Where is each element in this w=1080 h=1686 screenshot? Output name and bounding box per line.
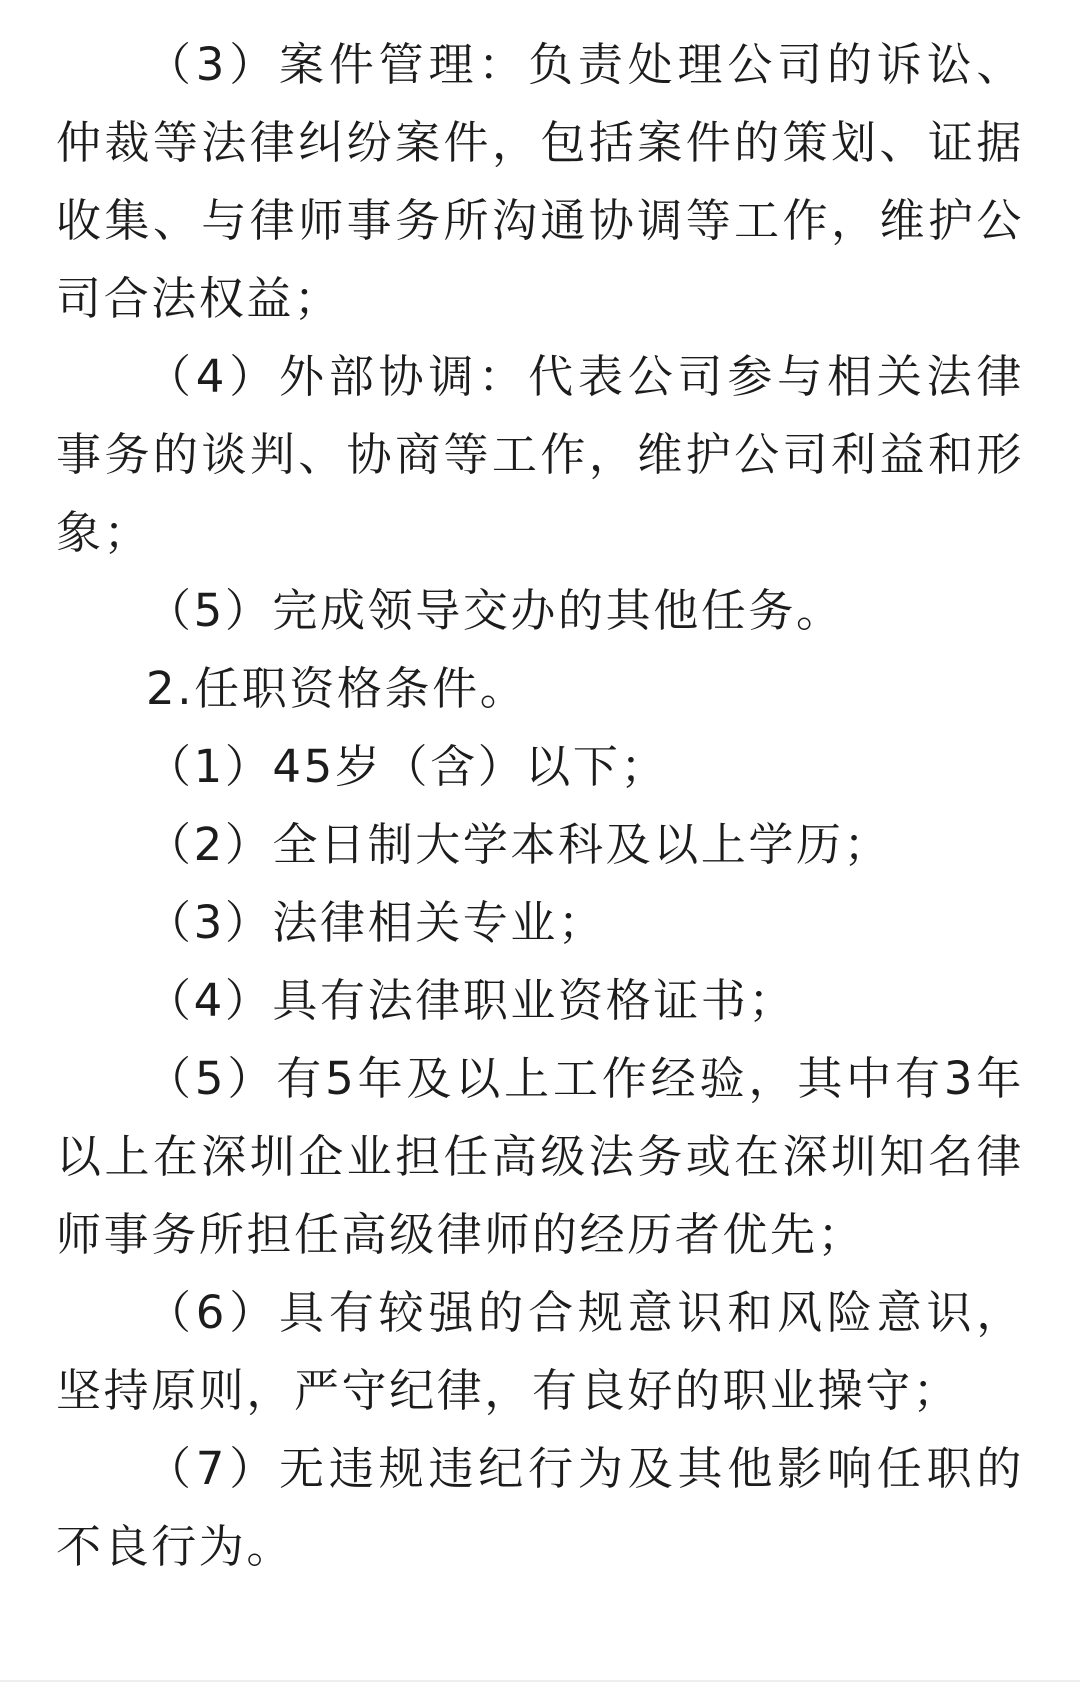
requirement-age: （1）45岁（含）以下；: [146, 740, 669, 793]
duty-paragraph-case-management: （3）案件管理：负责处理公司的诉讼、仲裁等法律纠纷案件，包括案件的策划、证据收集、与律师事务所沟通协调等工作，维护公司合法权益；: [56, 38, 1024, 325]
bottom-divider: [0, 1680, 1080, 1682]
requirement-education: （2）全日制大学本科及以上学历；: [146, 818, 892, 871]
document-body: [56, 26, 1024, 1586]
requirement-compliance: （6）具有较强的合规意识和风险意识，坚持原则，严守纪律，有良好的职业操守；: [56, 1286, 1024, 1417]
duty-paragraph-external-coordination: （4）外部协调：代表公司参与相关法律事务的谈判、协商等工作，维护公司利益和形象；: [56, 350, 1024, 559]
duty-paragraph-other-tasks: （5）完成领导交办的其他任务。: [146, 584, 844, 637]
requirement-conduct: （7）无违规违纪行为及其他影响任职的不良行为。: [56, 1442, 1024, 1573]
requirement-certificate: （4）具有法律职业资格证书；: [146, 974, 797, 1027]
section-heading-qualifications: 2.任职资格条件。: [146, 662, 528, 715]
requirement-experience: （5）有5年及以上工作经验，其中有3年以上在深圳企业担任高级法务或在深圳知名律师事务所担任高级律师的经历者优先；: [56, 1052, 1024, 1261]
requirement-major: （3）法律相关专业；: [146, 896, 606, 949]
